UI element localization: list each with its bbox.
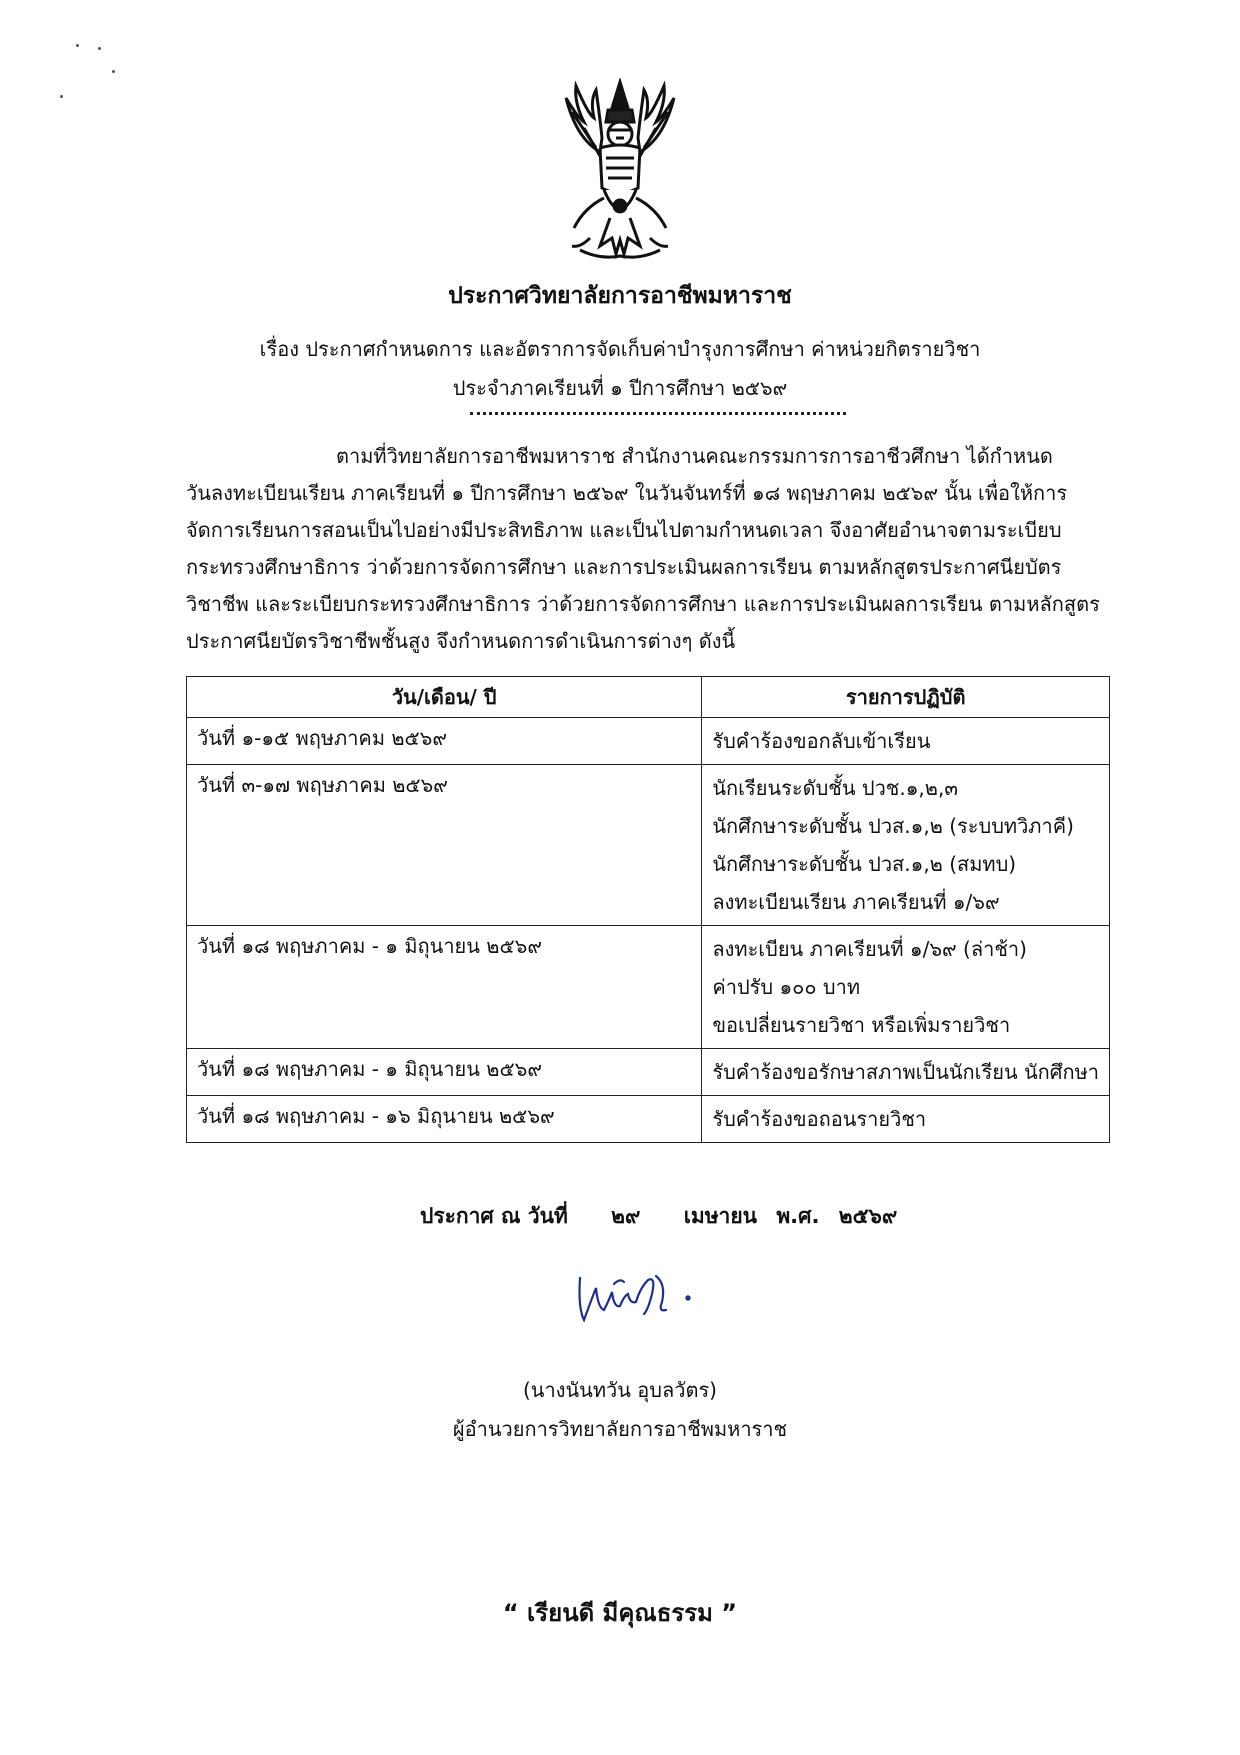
declaration-day: ๒๙ [611,1204,641,1228]
row-actions [702,718,1110,765]
garuda-emblem [560,78,680,263]
scan-speck [98,47,101,50]
schedule-table [186,676,1110,1143]
action-item: ค่าปรับ ๑๐๐ บาท [712,975,861,999]
action-item: รับคำร้องขอถอนรายวิชา [712,1107,927,1131]
table-row [187,926,1110,1049]
college-motto: “ เรียนดี มีคุณธรรม ” [502,1599,738,1627]
body-line: วันลงทะเบียนเรียน ภาคเรียนที่ ๑ ปีการศึกษา ๒๕๖๙ ในวันจันทร์ที่ ๑๘ พฤษภาคม ๒๕๖๙ นั้น เพื่อให้การ [186,481,1068,505]
scan-speck [112,70,115,73]
table-header-row [187,677,1110,718]
body-line: จัดการเรียนการสอนเป็นไปอย่างมีประสิทธิภาพ และเป็นไปตามกำหนดเวลา จึงอาศัยอำนาจตามระเบียบ [186,518,1062,542]
declaration-prefix: ประกาศ ณ วันที่ [420,1204,568,1228]
table-row [187,718,1110,765]
action-item: ลงทะเบียน ภาคเรียนที่ ๑/๖๙ (ล่าช้า) [712,937,1027,961]
scan-speck [76,44,79,47]
handwritten-signature [570,1258,710,1338]
declaration-date [420,1200,897,1233]
dotted-separator [470,412,846,415]
declaration-month: เมษายน [683,1204,758,1228]
row-date: วันที่ ๑๘ พฤษภาคม - ๑๖ มิถุนายน ๒๕๖๙ [187,1096,702,1143]
row-date: วันที่ ๓-๑๗ พฤษภาคม ๒๕๖๙ [187,765,702,926]
body-line: กระทรวงศึกษาธิการ ว่าด้วยการจัดการศึกษา และการประเมินผลการเรียน ตามหลักสูตรประกาศนียบัตร [186,555,1062,579]
column-header-action: รายการปฏิบัติ [702,677,1110,718]
body-line: ประกาศนียบัตรวิชาชีพชั้นสูง จึงกำหนดการดำเนินการต่างๆ ดังนี้ [186,629,736,653]
row-actions [702,1096,1110,1143]
row-date: วันที่ ๑๘ พฤษภาคม - ๑ มิถุนายน ๒๕๖๙ [187,926,702,1049]
table-row [187,765,1110,926]
scan-speck [60,95,63,98]
column-header-date: วัน/เดือน/ ปี [187,677,702,718]
row-actions [702,926,1110,1049]
action-item: นักเรียนระดับชั้น ปวช.๑,๒,๓ [712,776,959,800]
action-item: ลงทะเบียนเรียน ภาคเรียนที่ ๑/๖๙ [712,890,1000,914]
row-actions [702,1049,1110,1096]
table-row [187,1049,1110,1096]
action-item: ขอเปลี่ยนรายวิชา หรือเพิ่มรายวิชา [712,1013,1011,1037]
row-date: วันที่ ๑๘ พฤษภาคม - ๑ มิถุนายน ๒๕๖๙ [187,1049,702,1096]
action-item: รับคำร้องขอกลับเข้าเรียน [712,729,931,753]
declaration-era: พ.ศ. [776,1204,820,1228]
announcement-title: ประกาศวิทยาลัยการอาชีพมหาราช [448,283,792,309]
body-line: วิชาชีพ และระเบียบกระทรวงศึกษาธิการ ว่าด้วยการจัดการศึกษา และการประเมินผลการเรียน ตามหลักสูตร [186,592,1100,616]
body-line: ตามที่วิทยาลัยการอาชีพมหาราช สำนักงานคณะกรรมการการอาชีวศึกษา ได้กำหนด [336,444,1053,468]
action-item: รับคำร้องขอรักษาสภาพเป็นนักเรียน นักศึกษา [712,1060,1099,1084]
row-actions [702,765,1110,926]
announcement-term: ประจำภาคเรียนที่ ๑ ปีการศึกษา ๒๕๖๙ [452,376,788,400]
signatory-name: (นางนันทวัน อุบลวัตร) [523,1378,717,1402]
table-row [187,1096,1110,1143]
body-paragraph [186,438,1118,660]
row-date: วันที่ ๑-๑๕ พฤษภาคม ๒๕๖๙ [187,718,702,765]
action-item: นักศึกษาระดับชั้น ปวส.๑,๒ (สมทบ) [712,852,1017,876]
announcement-subject: เรื่อง ประกาศกำหนดการ และอัตราการจัดเก็บค่าบำรุงการศึกษา ค่าหน่วยกิตรายวิชา [259,337,981,361]
action-item: นักศึกษาระดับชั้น ปวส.๑,๒ (ระบบทวิภาคี) [712,814,1074,838]
signatory-position: ผู้อำนวยการวิทยาลัยการอาชีพมหาราช [452,1417,788,1441]
declaration-year: ๒๕๖๙ [838,1204,898,1228]
